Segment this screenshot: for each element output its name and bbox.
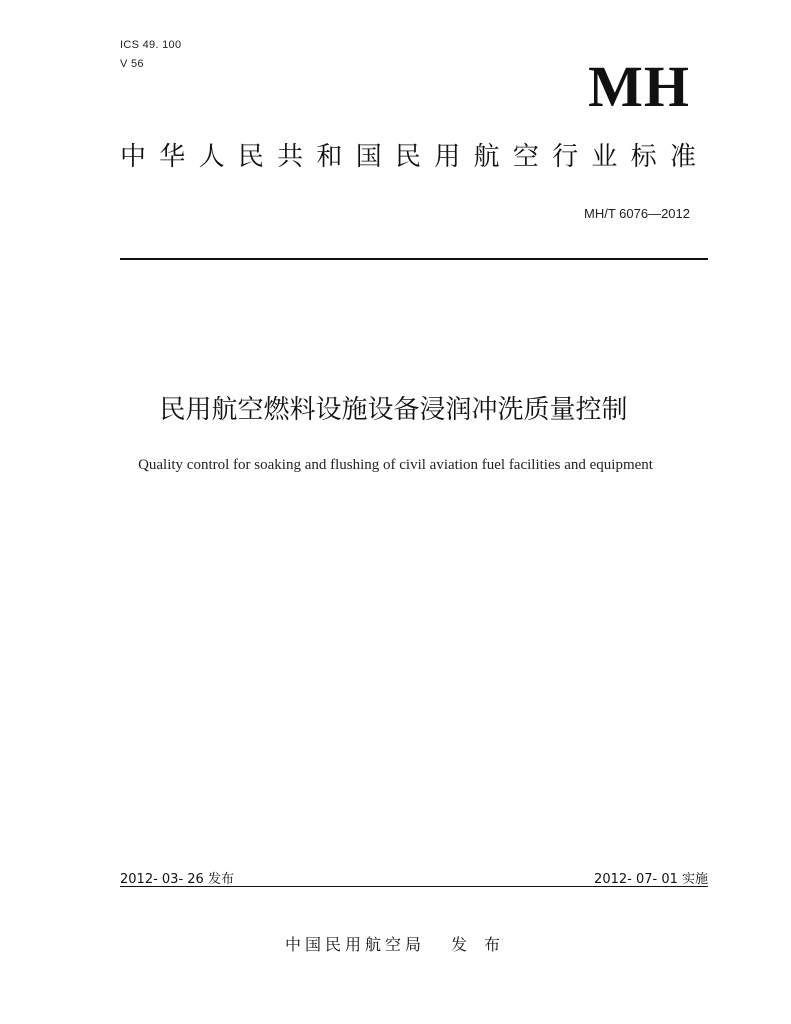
standard-type-char: 和 [316, 142, 343, 172]
publish-label: 发 布 [450, 935, 507, 954]
standard-type-char: 中 [120, 142, 147, 172]
standard-type-char: 业 [591, 142, 618, 172]
date-row [120, 868, 708, 887]
standard-type-char: 行 [552, 142, 579, 172]
ccs-code: V 56 [120, 58, 144, 70]
footer-divider [120, 886, 708, 887]
standard-type-heading [120, 143, 696, 172]
ics-code: ICS 49. 100 [120, 39, 182, 51]
standard-type-char: 民 [394, 142, 421, 172]
issuing-authority: 中国民用航空局 [284, 935, 425, 954]
standard-type-char: 航 [473, 142, 500, 172]
standard-type-char: 准 [669, 142, 696, 172]
standard-type-char: 用 [434, 142, 461, 172]
standard-type-char: 民 [237, 142, 264, 172]
document-title-chinese-text: 民用航空燃料设施设备浸润冲洗质量控制 [159, 395, 628, 425]
standard-type-char: 华 [159, 142, 186, 172]
standard-type-char: 人 [198, 142, 225, 172]
document-title-chinese [0, 395, 791, 426]
implementation-date: 2012- 07- 01 实施 [594, 872, 708, 887]
mh-logo: MH [588, 54, 690, 119]
issue-date: 2012- 03- 26 发布 [120, 872, 234, 887]
issuer-line [0, 932, 791, 955]
standard-type-char: 空 [512, 142, 539, 172]
standard-code: MH/T 6076—2012 [584, 206, 690, 221]
standard-type-char: 标 [630, 142, 657, 172]
standard-type-char: 共 [277, 142, 304, 172]
standard-type-char: 国 [355, 142, 382, 172]
header-divider [120, 258, 708, 260]
document-title-english: Quality control for soaking and flushing of civil aviation fuel facilities and equipment [138, 457, 653, 473]
